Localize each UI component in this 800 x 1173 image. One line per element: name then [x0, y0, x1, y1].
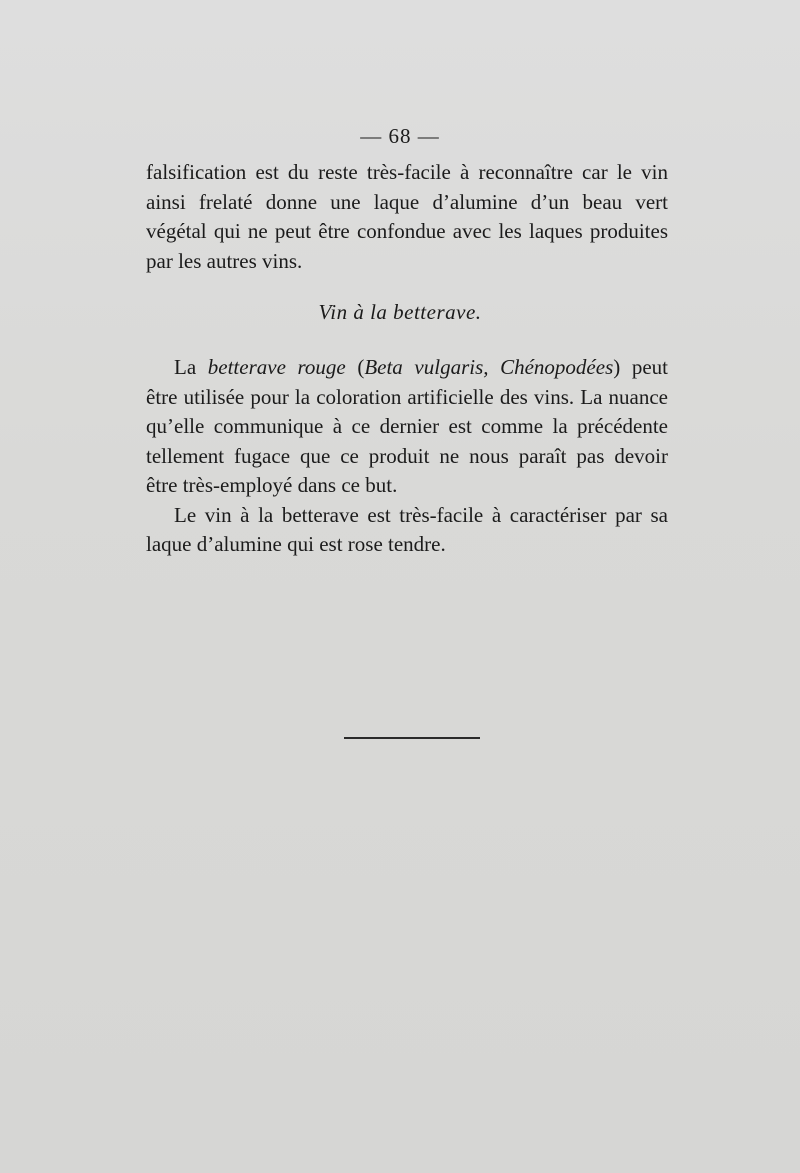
italic-term: Beta vulgaris, Chénopodées: [364, 355, 614, 379]
text-line: être très-employé dans ce but.: [146, 473, 398, 497]
text-line: La betterave rouge (Beta vulgaris, Chénopodées) peut: [174, 355, 669, 379]
text-line: végétal qui ne peut être confondue avec les laques produites: [146, 219, 668, 243]
text-line: falsification est du reste très-facile à reconnaître car le vin: [146, 160, 668, 184]
section-title: Vin à la betterave.: [318, 300, 482, 324]
section-body: [146, 353, 668, 560]
text-line: qu’elle communique à ce dernier est comme la précédente: [146, 414, 668, 438]
page-number: — 68 —: [360, 124, 440, 148]
paragraph-caracteriser: [146, 501, 668, 560]
italic-term: betterave rouge: [207, 355, 346, 379]
text-line: laque d’alumine qui est rose tendre.: [146, 532, 446, 556]
section-end-rule: [344, 737, 480, 739]
paragraph-betterave-rouge: [146, 353, 668, 501]
intro-paragraph: [146, 158, 668, 276]
text-line: ainsi frelaté donne une laque d’alumine d’un beau vert: [146, 189, 668, 214]
text-line: tellement fugace que ce produit ne nous paraît pas devoir: [146, 443, 668, 468]
text-line: être utilisée pour la coloration artificielle des vins. La nuance: [146, 384, 668, 409]
text-line: Le vin à la betterave est très-facile à caractériser par sa: [174, 502, 668, 527]
text-line: par les autres vins.: [146, 248, 303, 273]
